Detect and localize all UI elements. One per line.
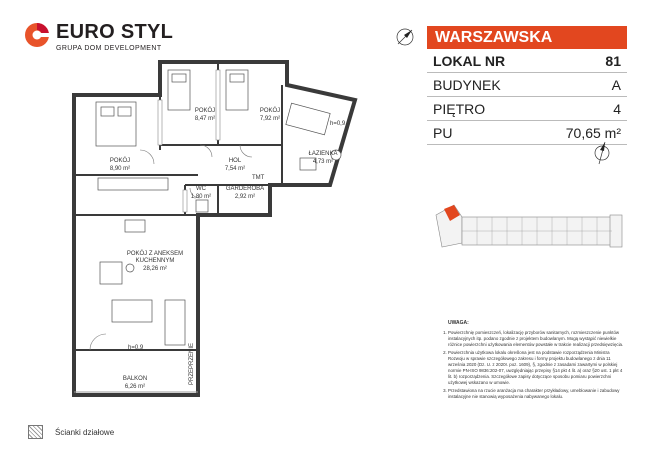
info-row-pietro xyxy=(427,97,627,121)
info-label: PU xyxy=(433,124,453,141)
info-label: PIĘTRO xyxy=(433,100,486,117)
eurostyl-logo-icon xyxy=(24,22,50,48)
room-salon-name-1: POKÓJ Z ANEKSEM xyxy=(126,251,184,257)
tmt-mark: TMT xyxy=(252,175,265,181)
notes-heading: UWAGA: xyxy=(448,320,469,326)
note-item: 2. Powierzchnia użytkowa lokalu określona jest na podstawie rozporządzenia Ministra Rozwoju w sprawie szczegółowego zakresu i formy projektu budowlanego z dnia 11 września 2020 (Dz. U. z 2020r. poz. 1609), §, zgodnie z zasadami zawartymi w polskiej normie PN-ISO 9836:202-07, uwzględniając przepisy §14 pkt 4 lit. a) oraz §20 ust. 1 pkt 4 lit. b) rozporządzenia. Szczegółowe zapisy dotyczące sposobu pomiaru powierzchni użytkowej wskazano w umowie. xyxy=(448,350,624,386)
info-label: BUDYNEK xyxy=(433,76,501,93)
info-value: 4 xyxy=(613,100,621,117)
legend-label: Ścianki działowe xyxy=(55,427,115,437)
notes xyxy=(428,320,624,402)
height-mark-2: h=0,9 xyxy=(330,121,346,127)
legend xyxy=(28,425,114,439)
info-row-lokal xyxy=(427,49,627,73)
room-wc-area: 1,80 m² xyxy=(190,194,212,200)
room-garderoba-name: GARDEROBA xyxy=(225,186,265,192)
room-lazienka-name: ŁAZIENKA xyxy=(308,151,338,157)
room-balkon-area: 6,26 m² xyxy=(124,384,146,390)
note-item: 1. Powierzchnię pomieszczeń, lokalizację przyborów sanitarnych, rozmieszczenie punktów instalacyjnych itp. podano zgodnie z projektem budowlanym. Mogą wystąpić niewielkie różnice powierzchni użytkowania elementów powstałe w trakcie realizacji przedsięwzięcia. xyxy=(448,330,624,348)
room-pokoj-1-area: 8,90 m² xyxy=(109,166,131,172)
site-plan-map xyxy=(432,195,626,265)
room-balkon-name: BALKON xyxy=(122,376,148,382)
height-mark: h=0,9 xyxy=(128,345,144,351)
info-banner: WARSZAWSKA xyxy=(427,26,627,49)
info-panel xyxy=(427,26,627,145)
partition-swatch-icon xyxy=(28,425,43,439)
room-lazienka-area: 4,73 m² xyxy=(312,159,334,165)
room-pokoj-2-area: 8,47 m² xyxy=(194,116,216,122)
room-pokoj-3-area: 7,92 m² xyxy=(259,116,281,122)
brand-logo xyxy=(24,22,173,52)
przedsien-mark: PRZEPRZENIE xyxy=(189,342,195,385)
room-garderoba-area: 2,92 m² xyxy=(234,194,256,200)
note-item: 3. Przedstawiona na rzucie aranżacja ma charakter przykładowy, umeblowanie i zabudowy instalacyjne nie stanowią wyposażenia nabywanego lokalu. xyxy=(448,388,624,400)
brand-name: EURO STYL xyxy=(56,21,174,43)
info-value: 70,65 m² xyxy=(565,124,621,141)
room-hol-name: HOL xyxy=(228,158,242,164)
floor-plan xyxy=(20,55,415,415)
room-wc-name: WC xyxy=(196,186,206,192)
room-hol-area: 7,54 m² xyxy=(224,166,246,172)
info-row-budynek xyxy=(427,73,627,97)
room-pokoj-1-name: POKÓJ xyxy=(109,158,131,164)
info-label: LOKAL NR xyxy=(433,52,506,69)
room-salon-name-2: KUCHENNYM xyxy=(135,258,175,264)
north-arrow-icon xyxy=(591,140,613,166)
north-arrow-icon xyxy=(394,26,416,48)
room-pokoj-2-name: POKÓJ xyxy=(194,108,216,114)
info-value: A xyxy=(611,76,621,93)
room-salon-area: 28,26 m² xyxy=(143,266,167,272)
brand-subtitle: GRUPA DOM DEVELOPMENT xyxy=(56,45,162,52)
info-value: 81 xyxy=(605,52,621,69)
room-pokoj-3-name: POKÓJ xyxy=(259,108,281,114)
